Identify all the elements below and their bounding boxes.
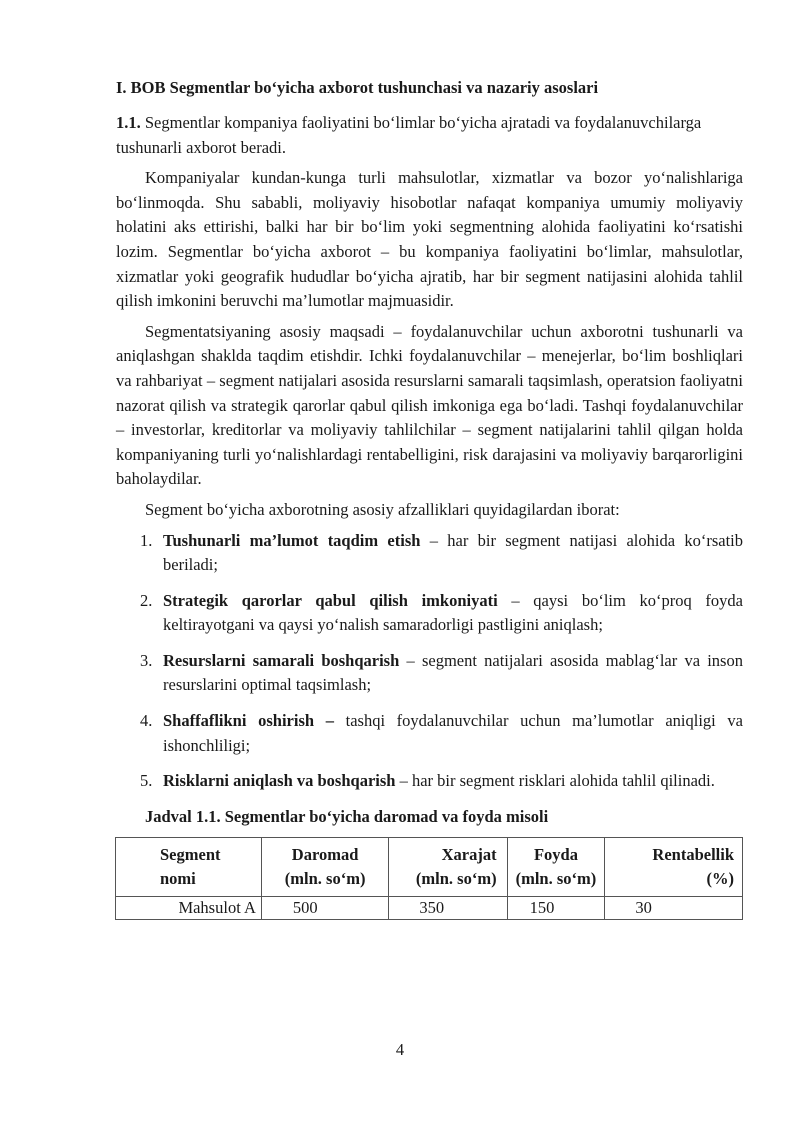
table-cell: 150 [507,896,605,919]
table-caption: Jadval 1.1. Segmentlar bo‘yicha daromad va foyda misoli [145,806,549,826]
header-segment [116,837,262,896]
list-item-text: – qaysi bo‘lim ko‘proq foyda keltirayotgani va qaysi yo‘nalish samaradorligi pastligini aniqlash; [163,590,743,635]
chapter-title: I. BOB Segmentlar bo‘yicha axborot tushunchasi va nazariy asoslari [116,78,599,97]
list-intro: Segment bo‘yicha axborotning asosiy afzalliklari quyidagilardan iborat: [145,499,620,519]
header-line: (mln. so‘m) [415,868,497,888]
document-page [116,76,743,920]
list-item-number: 3. [140,650,153,670]
list-item [116,589,743,638]
header-line: nomi [160,868,196,888]
list-item-number: 1. [140,530,153,550]
table-row [116,896,743,919]
list-item-term: Strategik qarorlar qabul qilish imkoniyati [163,590,498,610]
list-item-text: tashqi foydalanuvchilar uchun ma’lumotlar aniqligi va ishonchliligi; [163,711,743,755]
list-item-text: – segment natijalari asosida mablag‘lar va inson resurslarini optimal taqsimlash; [163,650,743,695]
table-cell: Mahsulot A [116,896,262,919]
list-item-number: 2. [140,590,153,610]
section-intro-text: Segmentlar kompaniya faoliyatini bo‘limlar bo‘yicha ajratadi va foydalanuvchilarga tushunarli axborot beradi. [116,113,702,157]
header-line: (mln. so‘m) [515,868,597,888]
list-item-text: – har bir segment natijasi alohida ko‘rsatib beriladi; [163,530,743,575]
section-number: 1.1. [116,113,141,132]
list-item-term: Tushunarli ma’lumot taqdim etish [163,530,421,550]
header-line: Segment [160,844,221,864]
list-item [116,769,743,794]
list-item [116,529,743,578]
header-line: Foyda [533,844,578,864]
list-item-number: 4. [140,711,153,731]
advantages-list [116,529,743,794]
header-line: (mln. so‘m) [284,868,366,888]
header-line: Xarajat [441,844,497,864]
list-item-number: 5. [140,771,153,791]
page-number: 4 [395,1040,405,1059]
header-revenue [261,837,388,896]
paragraph: Segmentatsiyaning asosiy maqsadi – foydalanuvchilar uchun axborotni tushunarli va aniqlashgan shaklda taqdim etishdir. Ichki foydalanuvchilar – menejerlar, bo‘lim boshliqlari va rahbariyat – segment natijalari asosida resurslarni samarali taqsimlash, operatsion faoliyatni nazorat qilish va strategik qarorlar qabul qilish imkoniga ega bo‘ladi. Tashqi foydalanuvchilar – investorlar, kreditorlar va moliyaviy tahlilchilar – segment natijalarini tahlil qilgan holda kompaniyaning turli yo‘nalishlardagi rentabelligini, risk darajasini va moliyaviy barqarorligini baholaydilar. [116,321,743,489]
list-item [116,649,743,698]
table-cell: 500 [261,896,388,919]
segments-table [115,837,743,920]
header-profit [507,837,605,896]
header-line: Daromad [291,844,359,864]
header-profitability [605,837,743,896]
paragraph: Kompaniyalar kundan-kunga turli mahsulotlar, xizmatlar va bozor yo‘nalishlariga bo‘linmoqda. Shu sababli, moliyaviy hisobotlar nafaqat kompaniya umumiy moliyaviy holatini aks ettirishi, balki har bir bo‘lim yoki segmentning alohida faoliyatini ko‘rsatishi lozim. Segmentlar bo‘yicha axborot – bu kompaniya faoliyatini bo‘limlar, mahsulotlar, xizmatlar yoki geografik hududlar bo‘yicha ajratib, har bir segment natijasini alohida tahlil qilish imkonini beruvchi ma’lumotlar majmuasidir. [116,168,743,311]
list-item-term: Risklarni aniqlash va boshqarish [163,771,396,791]
header-line: (%) [706,868,734,888]
header-expense [389,837,507,896]
list-item [116,709,743,758]
table-cell: 30 [605,896,743,919]
section-intro [116,111,743,160]
list-item-term: Resurslarni samarali boshqarish [163,650,400,670]
header-line: Rentabellik [652,844,734,864]
table-header-row [116,837,743,896]
list-item-text: – har bir segment risklari alohida tahlil qilinadi. [395,771,715,791]
list-item-term: Shaffaflikni oshirish – [163,711,334,731]
table-cell: 350 [389,896,507,919]
